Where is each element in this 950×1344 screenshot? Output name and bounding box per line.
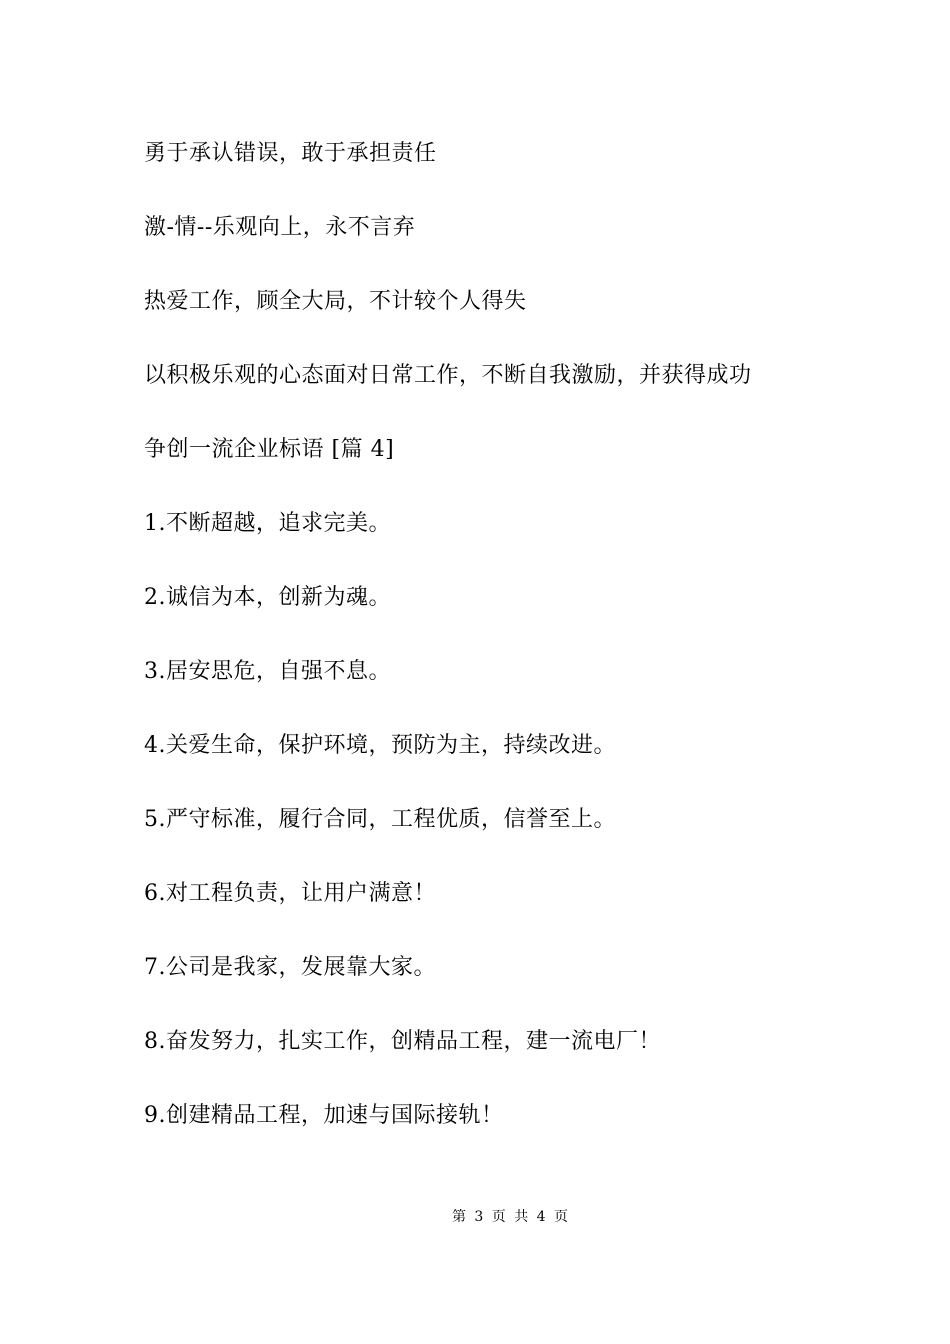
page-number-footer: 第 3 页 共 4 页 <box>451 1209 569 1225</box>
text-line: 激-情--乐观向上，永不言弃 <box>144 215 416 240</box>
list-item: 3.居安思危，自强不息。 <box>144 659 391 684</box>
list-item: 8.奋发努力，扎实工作，创精品工程，建一流电厂！ <box>144 1029 661 1054</box>
list-item: 5.严守标准，履行合同，工程优质，信誉至上。 <box>144 807 616 832</box>
list-item: 9.创建精品工程，加速与国际接轨！ <box>144 1103 504 1128</box>
text-line: 以积极乐观的心态面对日常工作，不断自我激励，并获得成功 <box>144 363 752 388</box>
list-item: 1.不断超越，追求完美。 <box>144 511 391 536</box>
list-item: 6.对工程负责，让用户满意！ <box>144 881 436 906</box>
list-item: 4.关爱生命，保护环境，预防为主，持续改进。 <box>144 733 616 758</box>
text-line: 勇于承认错误，敢于承担责任 <box>144 141 437 166</box>
list-item: 2.诚信为本，创新为魂。 <box>144 585 391 610</box>
text-line: 热爱工作，顾全大局，不计较个人得失 <box>144 289 527 314</box>
section-heading: 争创一流企业标语 [篇 4] <box>144 437 395 462</box>
list-item: 7.公司是我家，发展靠大家。 <box>144 955 436 980</box>
